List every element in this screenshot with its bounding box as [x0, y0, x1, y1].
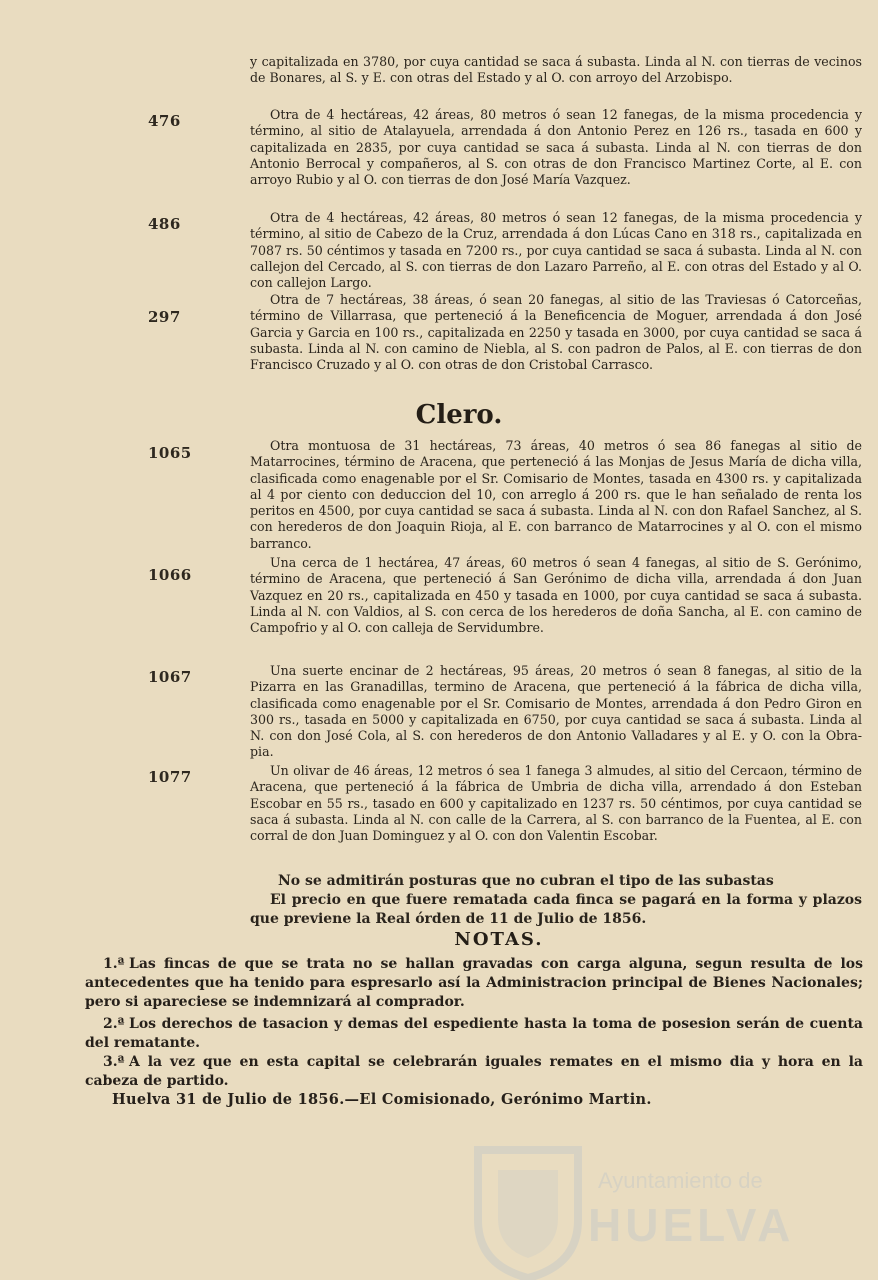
entry-text: Un olivar de 46 áreas, 12 metros ó sea 1 fanega 3 almudes, al sitio del Cercaon, término de Aracena, que perteneció á la fábrica de Umbria de dicha villa, arrendado á don Esteban Escobar en 55 rs., tasado en 600 y capitalizado en 1237 rs. 50 céntimos, por cuya cantidad se saca á subasta. Linda al N. con calle de la Carrera, al S. con barranco de la Fuentea, al E. con corral de don Juan Dominguez y al O. con don Valentin Escobar. [250, 763, 862, 844]
note-ordinal: 3.ª [103, 1054, 125, 1070]
section-title: Clero. [415, 400, 503, 430]
entry-number: 476 [148, 112, 181, 130]
entry-text: Otra de 7 hectáreas, 38 áreas, ó sean 20 fanegas, al sitio de las Traviesas ó Catorceñas, término de Villarrasa, que perteneció á la Beneficencia de Moguer, arrendada á don José Garcia y Garcia en 100 rs., capitalizada en 2250 y tasada en 3000, por cuya cantidad se saca á subasta. Linda al N. con camino de Niebla, al S. con padron de Palos, al E. con tierras de don Francisco Cruzado y al O. con otras de don Cristobal Carrasco. [250, 292, 862, 373]
note-text: Los derechos de tasacion y demas del espediente hasta la toma de posesion serán de cuenta del rematante. [85, 1016, 863, 1051]
entry-paragraph [250, 107, 862, 188]
entry-number: 297 [148, 308, 181, 326]
entry-paragraph [250, 438, 862, 552]
entry-number: 1067 [148, 668, 192, 686]
signature-line: Huelva 31 de Julio de 1856.—El Comisionado, Gerónimo Martin. [112, 1091, 652, 1108]
entry-paragraph [250, 292, 862, 373]
note-text: Las fincas de que se trata no se hallan gravadas con carga alguna, segun resulta de los antecedentes que ha tenido para espresarlo así la Administracion principal de Bienes Nacionales; pero si apareciese se indemnizará al comprador. [85, 956, 863, 1010]
entry-text: Otra de 4 hectáreas, 42 áreas, 80 metros ó sean 12 fanegas, de la misma procedencia y término, al sitio de Atalayuela, arrendada á don Antonio Perez en 126 rs., tasada en 600 y capitalizada en 2835, por cuya cantidad se saca á subasta. Linda al N. con tierras de don Antonio Berrocal y compañeros, al S. con otras de don Francisco Martinez Corte, al E. con arroyo Rubio y al O. con tierras de don José María Vazquez. [250, 107, 862, 188]
note-ordinal: 2.ª [103, 1016, 125, 1032]
note-text: A la vez que en esta capital se celebrarán iguales remates en el mismo dia y hora en la cabeza de partido. [85, 1054, 863, 1089]
note-ordinal: 1.ª [103, 956, 125, 972]
entry-number: 486 [148, 215, 181, 233]
entry-number: 1077 [148, 768, 192, 786]
entry-text: Una cerca de 1 hectárea, 47 áreas, 60 metros ó sean 4 fanegas, al sitio de S. Gerónimo, término de Aracena, que perteneció á San Gerónimo de dicha villa, arrendada á don Juan Vazquez en 20 rs., capitalizada en 450 y tasada en 1000, por cuya cantidad se saca á subasta. Linda al N. con Valdios, al S. con cerca de los herederos de doña Sancha, al E. con camino de Campofrio y al O. con calleja de Servidumbre. [250, 555, 862, 636]
closing-line-2: El precio en que fuere rematada cada finca se pagará en la forma y plazos que previene la Real órden de 11 de Julio de 1856. [250, 892, 862, 927]
note-3 [85, 1053, 863, 1091]
entry-number: 1066 [148, 566, 192, 584]
watermark-line-1: Ayuntamiento de [598, 1168, 763, 1193]
entry-paragraph [250, 555, 862, 636]
entry-paragraph [250, 663, 862, 761]
entry-text: Una suerte encinar de 2 hectáreas, 95 áreas, 20 metros ó sean 8 fanegas, al sitio de la Pizarra en las Granadillas, termino de Aracena, que perteneció á la fábrica de dicha villa, clasificada como enagenable por el Sr. Comisario de Montes, arrendada á don Pedro Giron en 300 rs., tasada en 5000 y capitalizada en 6750, por cuya cantidad se saca á subasta. Linda al N. con don José Cola, al S. con herederos de don Antonio Valladares y al E. y O. con la Obra-pia. [250, 663, 862, 760]
entry-paragraph [250, 763, 862, 844]
watermark-emblem-icon [458, 1130, 598, 1280]
entry-text: y capitalizada en 3780, por cuya cantidad se saca á subasta. Linda al N. con tierras de vecinos de Bonares, al S. y E. con otras del Estado y al O. con arroyo del Arzobispo. [250, 54, 862, 86]
watermark-line-2: HUELVA [588, 1199, 795, 1251]
closing-line-1: No se admitirán posturas que no cubran el tipo de las subastas [278, 873, 774, 889]
entry-text: Otra de 4 hectáreas, 42 áreas, 80 metros ó sean 12 fanegas, de la misma procedencia y término, al sitio de Cabezo de la Cruz, arrendada á don Lúcas Cano en 318 rs., capitalizada en 7087 rs. 50 céntimos y tasada en 7200 rs., por cuya cantidad se saca á subasta. Linda al N. con callejon del Cercado, al S. con tierras de don Lazaro Parreño, al E. con otras del Estado y al O. con callejon Largo. [250, 210, 862, 291]
notes-title: NOTAS. [454, 929, 544, 950]
watermark [458, 1130, 818, 1280]
entry-paragraph [250, 210, 862, 291]
note-2 [85, 1015, 863, 1053]
entry-text: Otra montuosa de 31 hectáreas, 73 áreas, 40 metros ó sea 86 fanegas al sitio de Matarrocines, término de Aracena, que perteneció á las Monjas de Jesus María de dicha villa, clasificada como enagenable por el Sr. Comisario de Montes, tasada en 4300 rs. y capitalizada al 4 por ciento con deduccion del 10, con arreglo á 200 rs. que le han señalado de renta los peritos en 4500, por cuya cantidad se saca á subasta. Linda al N. con don Rafael Sanchez, al S. con herederos de don Joaquin Rioja, al E. con barranco de Matarrocines y al O. con el mismo barranco. [250, 438, 862, 551]
note-1 [85, 955, 863, 1012]
entry-continuation [250, 54, 862, 87]
entry-number: 1065 [148, 444, 192, 462]
